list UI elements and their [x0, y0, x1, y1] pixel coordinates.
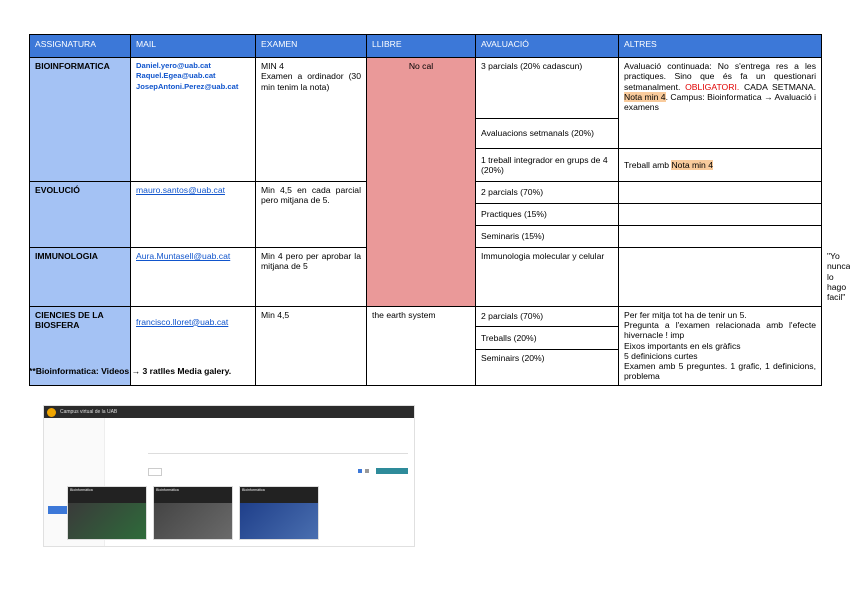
subjects-table [29, 34, 850, 386]
altres-line: Eixos importants en els gràfics [624, 340, 741, 351]
altres-text: CADA SETMANA. [743, 81, 816, 92]
mail-link[interactable]: mauro.santos@uab.cat [136, 185, 225, 195]
sidebar-nav-placeholder [44, 442, 104, 450]
mail-link[interactable]: Daniel.yero@uab.cat [136, 61, 211, 70]
media-card [239, 486, 319, 540]
altres-cell [619, 226, 822, 248]
eval-cell: Treballs (20%) [476, 327, 619, 350]
table-row [30, 306, 822, 327]
header-altres: ALTRES [619, 35, 822, 58]
subject-evolucio: EVOLUCIÓ [30, 182, 131, 248]
altres-cell [619, 182, 822, 204]
campus-logo-icon [47, 408, 56, 417]
eval-cell: Practiques (15%) [476, 204, 619, 226]
mail-cell [131, 182, 256, 248]
book-cell: the earth system [367, 306, 476, 385]
mail-link[interactable]: Raquel.Egea@uab.cat [136, 71, 216, 81]
media-cards [67, 486, 319, 540]
highlight-text: Nota min 4 [671, 159, 714, 170]
table-row [30, 58, 822, 119]
altres-text: Avaluació continuada: No s'entrega res a les practiques. Sino que és fa un questionari setmanalment. [624, 61, 816, 92]
add-media-button [376, 468, 408, 474]
eval-cell: Seminaris (15%) [476, 226, 619, 248]
sidebar-nav-placeholder [44, 458, 104, 466]
altres-cell [619, 149, 822, 182]
filter-button [148, 468, 162, 476]
divider [148, 453, 408, 454]
eval-cell: 2 parcials (70%) [476, 182, 619, 204]
altres-text: Treball amb [624, 159, 672, 170]
list-view-icon [365, 469, 369, 473]
media-thumbnail [68, 503, 146, 539]
eval-cell: Seminairs (20%) [476, 350, 619, 385]
header-avaluacio: AVALUACIÓ [476, 35, 619, 58]
eval-cell [619, 248, 822, 307]
exam-cell: MIN 4 Examen a ordinador (30 min tenim la nota) [256, 58, 367, 182]
sidebar-nav-placeholder [44, 474, 104, 482]
table-row: IMMUNOLOGIA Aura.Muntasell@uab.cat Min 4 pero per aprobar la mitjana de 5 Immunologia molecular y celular "Yo nunca lo hago facil" [30, 248, 822, 307]
obligatori-text: OBLIGATORI. [685, 81, 740, 92]
altres-line: Examen amb 5 preguntes. 1 grafic, 1 definicions, problema [624, 361, 816, 382]
exam-cell: Min 4,5 en cada parcial pero mitjana de 5. [256, 182, 367, 248]
mail-link[interactable]: Aura.Muntasell@uab.cat [136, 251, 231, 261]
screenshot-topbar [44, 406, 414, 418]
media-thumbnail [154, 503, 232, 539]
eval-cell: 1 treball integrador en grups de 4 (20%) [476, 149, 619, 182]
book-cell: Immunologia molecular y celular [476, 248, 619, 307]
eval-cell: 2 parcials (70%) [476, 306, 619, 327]
header-llibre: LLIBRE [367, 35, 476, 58]
media-card [153, 486, 233, 540]
book-cell: No cal [367, 58, 476, 307]
eval-cell: Avaluacions setmanals (20%) [476, 119, 619, 149]
altres-text: . Campus: Bioinformatica → Avaluació i examens [624, 91, 816, 113]
sidebar-nav-placeholder [44, 434, 104, 442]
altres-line: 5 definicions curtes [624, 350, 698, 361]
subject-immunologia: IMMUNOLOGIA [30, 248, 131, 307]
altres-cell [619, 306, 822, 385]
mail-cell [131, 248, 256, 307]
eval-cell: 3 parcials (20% cadascun) [476, 58, 619, 119]
grid-view-icon [358, 469, 362, 473]
sidebar-nav-placeholder [44, 426, 104, 434]
altres-line: Per fer mitja tot ha de tenir un 5. [624, 309, 747, 320]
gallery-toolbar [148, 468, 408, 475]
subject-bioinformatica: BIOINFORMATICA [30, 58, 131, 182]
header-assignatura: ASSIGNATURA [30, 35, 131, 58]
mail-link[interactable]: JosepAntoni.Perez@uab.cat [136, 81, 239, 91]
sidebar-nav-placeholder [44, 466, 104, 474]
mail-link[interactable]: francisco.lloret@uab.cat [136, 316, 229, 327]
exam-cell: Min 4,5 [256, 306, 367, 385]
header-row [30, 35, 822, 58]
altres-cell [619, 204, 822, 226]
subject-ciencies-biosfera: CIENCIES DE LA BIOSFERA [30, 306, 131, 385]
footnote: **Bioinformatica: Videos → 3 ratlles Media galery. [29, 366, 232, 376]
sidebar-nav-placeholder [44, 450, 104, 458]
media-card-title: Bioinformàtica [240, 487, 318, 505]
media-card [67, 486, 147, 540]
mail-cell [131, 58, 256, 182]
altres-cell [619, 58, 822, 149]
media-card-title: Bioinformàtica [68, 487, 146, 505]
header-mail: MAIL [131, 35, 256, 58]
media-card-title: Bioinformàtica [154, 487, 232, 505]
exam-cell: Min 4 pero per aprobar la mitjana de 5 [256, 248, 367, 307]
altres-line: Pregunta a l'examen relacionada amb l'efecte hivernacle ! imp [624, 319, 816, 341]
screenshot-app-title: Campus virtual de la UAB [60, 409, 118, 415]
header-examen: EXAMEN [256, 35, 367, 58]
media-thumbnail [240, 503, 318, 539]
campus-screenshot [43, 405, 415, 547]
highlight-text: Nota min 4 [624, 91, 666, 102]
